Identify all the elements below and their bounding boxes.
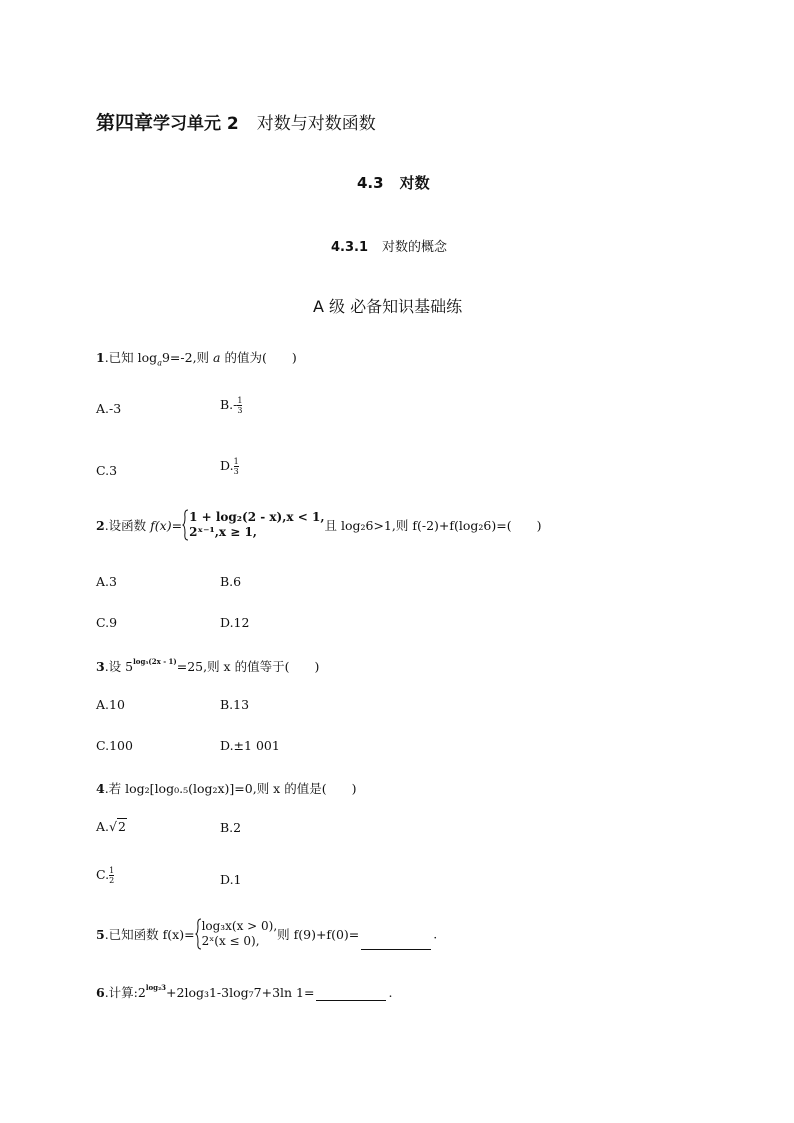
- question-2: [96, 509, 541, 541]
- q3-option-b: B.13: [220, 697, 250, 712]
- chapter-label: 第四章: [96, 112, 154, 134]
- question-1: [96, 348, 297, 368]
- question-number: 3: [96, 659, 105, 674]
- q1-frac-den: 3: [237, 406, 243, 415]
- question-number: 2: [96, 518, 105, 533]
- question-5: [96, 918, 437, 950]
- q1-option-b-prefix: B.-: [220, 397, 238, 412]
- q1-option-b: [220, 396, 242, 415]
- subsection-number: 4.3.1: [331, 240, 369, 255]
- unit-title: 对数与对数函数: [256, 114, 376, 134]
- q2-option-d: D.12: [220, 615, 250, 630]
- q4-sqrt-radicand: 2: [117, 819, 126, 834]
- q6-power: log₂3: [145, 983, 167, 992]
- q1-text-b: 9=-2,则: [161, 350, 214, 365]
- q6-pre: .计算:2: [104, 985, 146, 1000]
- section-number: 4.3: [357, 174, 384, 192]
- q3-pre: .设 5: [104, 659, 134, 674]
- q1-text-a: .已知 log: [104, 350, 158, 365]
- question-6: [96, 983, 392, 1001]
- q5-pre: .已知函数 f(x)=: [104, 927, 195, 942]
- q2-case-2: 2ˣ⁻¹,x ≥ 1,: [189, 525, 257, 539]
- q3-option-d: D.±1 001: [220, 738, 280, 753]
- q2-pre: .设函数: [104, 518, 151, 533]
- subsection-title: 对数的概念: [382, 240, 448, 255]
- q2-option-a: A.3: [96, 574, 117, 589]
- q2-func: f(x)=: [150, 518, 183, 533]
- q1-sub: a: [157, 358, 162, 368]
- q4-option-a-prefix: A.: [96, 819, 110, 834]
- q1-option-a: A.-3: [96, 401, 122, 416]
- q6-post: +2log₃1-3log₇7+3ln 1=: [166, 985, 315, 1000]
- answer-blank[interactable]: [316, 988, 386, 1001]
- subsection-heading: [331, 236, 447, 255]
- q3-option-c: C.100: [96, 738, 133, 753]
- question-number: 6: [96, 985, 105, 1000]
- level-title: A 级 必备知识基础练: [313, 297, 463, 316]
- question-number: 4: [96, 781, 105, 796]
- q2-option-b: B.6: [220, 574, 242, 589]
- q6-end: .: [388, 985, 393, 1000]
- q4-option-c: [96, 866, 114, 885]
- q4-option-a: A.√2: [96, 819, 126, 834]
- q1-option-c: C.3: [96, 463, 118, 478]
- q1-frac-num: 1: [237, 396, 243, 405]
- question-4: [96, 779, 356, 797]
- q5-post: 则 f(9)+f(0)=: [277, 927, 360, 942]
- q1-var: a: [213, 350, 221, 365]
- q5-case-2: 2ˣ(x ≤ 0),: [201, 934, 260, 948]
- q5-end: .: [433, 926, 438, 942]
- q2-option-c: C.9: [96, 615, 118, 630]
- question-number: 1: [96, 350, 105, 365]
- q5-case-1: log₃x(x > 0),: [201, 919, 278, 933]
- q2-post: 且 log₂6>1,则 f(-2)+f(log₂6)=( ): [324, 518, 542, 533]
- q1-option-d-prefix: D.: [220, 458, 234, 473]
- q3-post: =25,则 x 的值等于( ): [176, 659, 320, 674]
- brace-icon: [195, 918, 202, 950]
- question-3: [96, 657, 319, 675]
- q4-frac-den: 2: [109, 876, 115, 885]
- answer-blank[interactable]: [361, 937, 431, 950]
- chapter-heading: [96, 108, 376, 135]
- question-number: 5: [96, 927, 105, 942]
- q4-option-c-prefix: C.: [96, 867, 110, 882]
- q4-frac-num: 1: [109, 866, 115, 875]
- brace-icon: [182, 509, 189, 541]
- q4-option-d: D.1: [220, 872, 242, 887]
- q4-text: .若 log₂[log₀.₅(log₂x)]=0,则 x 的值是( ): [104, 781, 357, 796]
- section-title: 对数: [399, 174, 430, 192]
- q1-text-c: 的值为( ): [220, 350, 297, 365]
- q1-option-d: [220, 457, 239, 476]
- q3-power: log₅(2x - 1): [133, 657, 177, 666]
- q1-d-frac-num: 1: [233, 457, 239, 466]
- q1-d-frac-den: 3: [233, 467, 239, 476]
- q3-option-a: A.10: [96, 697, 125, 712]
- section-heading: [357, 172, 430, 193]
- q2-case-1: 1 + log₂(2 - x),x < 1,: [189, 510, 325, 524]
- unit-label: 学习单元 2: [153, 114, 239, 134]
- q4-option-b: B.2: [220, 820, 242, 835]
